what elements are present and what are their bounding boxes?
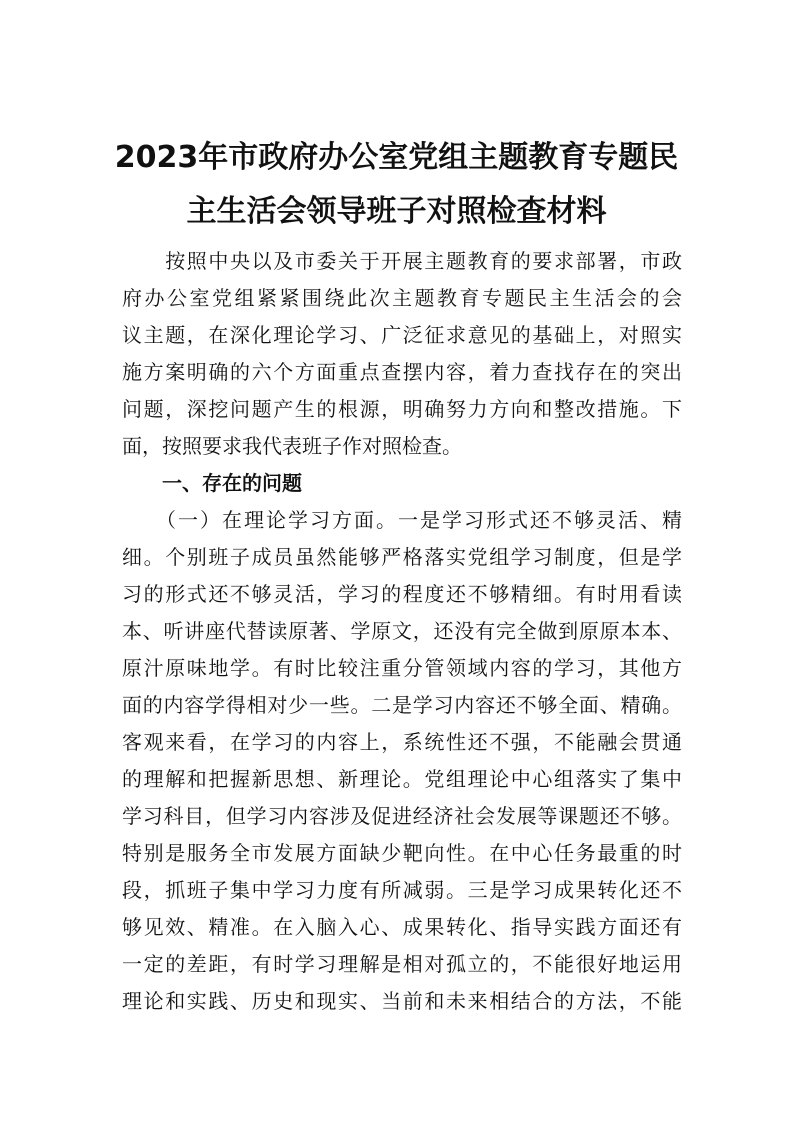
paragraph-line: 的理解和把握新思想、新理论。党组理论中心组落实了集中: [122, 767, 682, 791]
paragraph-line: 一定的差距，有时学习理解是相对孤立的，不能很好地运用: [122, 952, 682, 976]
paragraph-line: 客观来看，在学习的内容上，系统性还不强，不能融会贯通: [122, 730, 682, 754]
paragraph-line: 习的形式还不够灵活，学习的程度还不够精细。有时用看读: [122, 582, 682, 606]
paragraph-line: 问题，深挖问题产生的根源，明确努力方向和整改措施。下: [122, 397, 682, 421]
paragraph-line: 面的内容学得相对少一些。二是学习内容还不够全面、精确。: [122, 693, 682, 717]
paragraph-line: 按照中央以及市委关于开展主题教育的要求部署，市政: [122, 249, 682, 273]
paragraph-line: 施方案明确的六个方面重点查摆内容，着力查找存在的突出: [122, 360, 682, 384]
document-title-line-1: 2023年市政府办公室党组主题教育专题民: [114, 140, 679, 175]
paragraph-line: 面，按照要求我代表班子作对照检查。: [122, 434, 462, 458]
document-body: [122, 243, 682, 1020]
paragraph-line: 段，抓班子集中学习力度有所减弱。三是学习成果转化还不: [122, 878, 682, 902]
paragraph-line: 学习科目，但学习内容涉及促进经济社会发展等课题还不够。: [122, 804, 682, 828]
paragraph-line: 理论和实践、历史和现实、当前和未来相结合的方法，不能: [122, 989, 682, 1013]
paragraph-line: 够见效、精准。在入脑入心、成果转化、指导实践方面还有: [122, 915, 682, 939]
paragraph-line: 细。个别班子成员虽然能够严格落实党组学习制度，但是学: [122, 545, 682, 569]
section-heading: 一、存在的问题: [162, 471, 302, 495]
paragraph-line: （一）在理论学习方面。一是学习形式还不够灵活、精: [122, 508, 682, 532]
paragraph-line: 原汁原味地学。有时比较注重分管领域内容的学习，其他方: [122, 656, 682, 680]
paragraph-line: 府办公室党组紧紧围绕此次主题教育专题民主生活会的会: [122, 286, 682, 310]
paragraph-line: 本、听讲座代替读原著、学原文，还没有完全做到原原本本、: [122, 619, 682, 643]
document-title-line-2: 主生活会领导班子对照检查材料: [186, 194, 607, 229]
paragraph-line: 议主题，在深化理论学习、广泛征求意见的基础上，对照实: [122, 323, 682, 347]
paragraph-line: 特别是服务全市发展方面缺少靶向性。在中心任务最重的时: [122, 841, 682, 865]
